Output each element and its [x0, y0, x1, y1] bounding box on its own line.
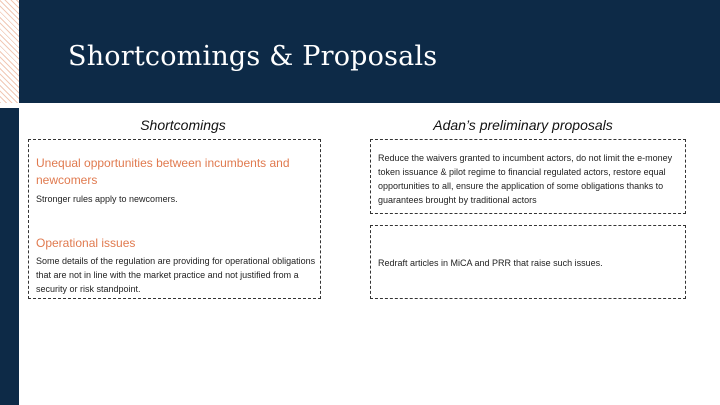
shortcoming-item [36, 235, 316, 296]
slide-title: Shortcomings & Proposals [68, 41, 438, 72]
shortcoming-text: Some details of the regulation are providing for operational obligations that are not in line with the market practice and not justified from a security or risk standpoint. [36, 256, 316, 294]
shortcomings-box [28, 139, 321, 299]
proposal-box [370, 225, 686, 299]
shortcoming-item [36, 155, 308, 206]
proposal-text: Reduce the waivers granted to incumbent actors, do not limit the e-money token issuance & pilot regime to financial regulated actors, restore equal opportunities to all, ensure the application of some obligations thanks to guarantees brought by traditional actors [378, 153, 673, 205]
left-accent-bar [0, 108, 19, 405]
proposal-box [370, 139, 686, 214]
proposals-header: Adan’s preliminary proposals [433, 117, 613, 133]
shortcoming-title: Unequal opportunities between incumbents and newcomers [36, 156, 290, 187]
shortcomings-header: Shortcomings [140, 117, 226, 133]
shortcoming-title: Operational issues [36, 236, 136, 250]
proposal-text: Redraft articles in MiCA and PRR that raise such issues. [378, 258, 603, 268]
shortcoming-text: Stronger rules apply to newcomers. [36, 194, 178, 204]
decorative-hatch [0, 0, 19, 103]
